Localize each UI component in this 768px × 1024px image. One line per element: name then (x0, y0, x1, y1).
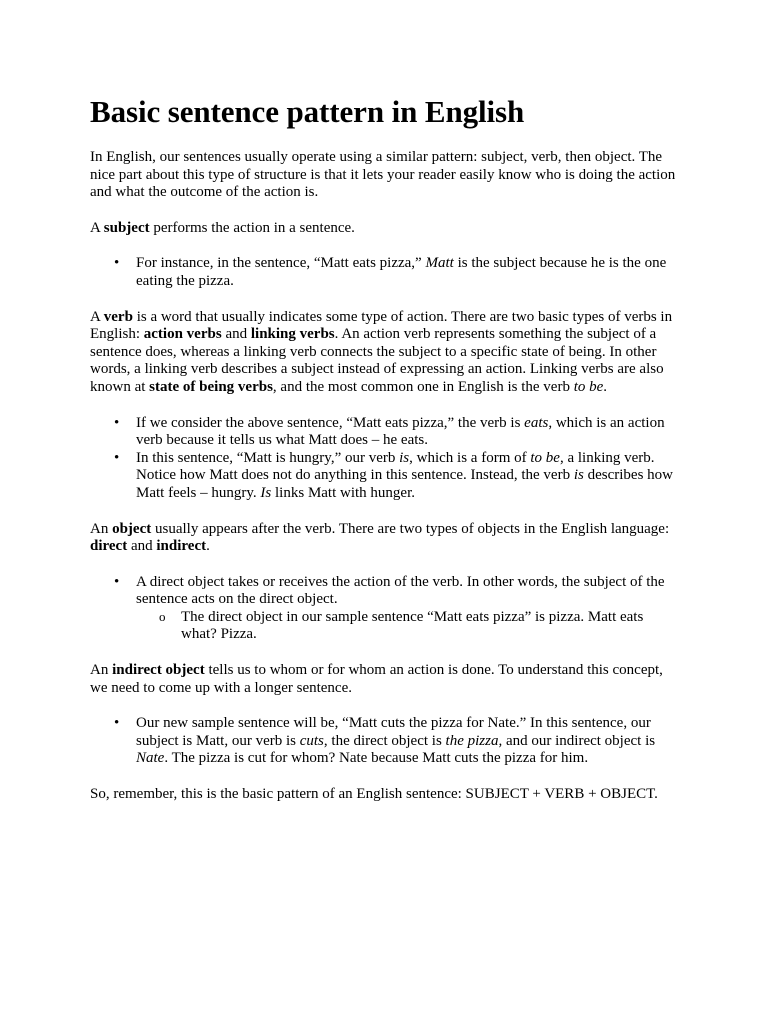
text-run: , and the most common one in English is the verb (272, 378, 574, 395)
text-run: A (90, 219, 104, 236)
indirect-bullet-list (90, 715, 680, 768)
term-state-of-being-verbs: state of being verbs (149, 378, 273, 395)
text-run: . (603, 378, 608, 395)
text-run: A direct object takes or receives the action of the verb. In other words, the subject of the sentence acts on the direct object. (136, 573, 665, 608)
text-run: , which is an action verb because it tells us what Matt does – he eats. (136, 414, 665, 449)
text-run: , the direct object is (323, 732, 446, 749)
text-run: A (90, 308, 104, 325)
italic-matt: Matt (425, 255, 454, 272)
text-run: is a word that usually indicates some type of action. There are two basic types of verbs in English: (90, 308, 673, 343)
list-item (136, 415, 680, 450)
italic-eats: eats (524, 414, 549, 431)
intro-paragraph: In English, our sentences usually operate using a similar pattern: subject, verb, then object. The nice part about this type of structure is that it lets your reader easily know who is doing the action and what the outcome of the action is. (90, 149, 676, 201)
italic-is-capital: Is (260, 484, 272, 501)
text-run: describes how Matt feels – hungry. (136, 467, 673, 501)
term-direct: direct (90, 538, 128, 555)
term-action-verbs: action verbs (143, 326, 222, 343)
object-paragraph (90, 521, 680, 556)
text-run: usually appears after the verb. There are two types of objects in the English language: (151, 520, 670, 537)
italic-nate: Nate (136, 750, 165, 767)
term-object: object (112, 520, 152, 537)
verb-bullet-list (90, 415, 680, 503)
term-subject: subject (103, 219, 150, 236)
text-run: If we consider the above sentence, “Matt eats pizza,” the verb is (136, 414, 525, 431)
list-item (136, 255, 680, 290)
term-indirect: indirect (156, 538, 207, 555)
italic-to-be: to be (573, 378, 604, 395)
conclusion-paragraph: So, remember, this is the basic pattern of an English sentence: SUBJECT + VERB + OBJECT. (90, 786, 658, 803)
sub-list-item: o The direct object in our sample sentence “Matt eats pizza” is pizza. Matt eats what? Pizza. (181, 609, 680, 644)
text-run: For instance, in the sentence, “Matt eats pizza,” (136, 255, 426, 272)
text-run: An (90, 520, 113, 537)
text-run: . (206, 538, 210, 555)
list-item (136, 450, 680, 503)
text-run: and (127, 538, 157, 555)
text-run: . An action verb represents something the subject of a sentence does, whereas a linking verb connects the subject to a specific state of being. In other words, a linking verb describes a subject instead of expressing an action. Linking verbs are also known at (90, 326, 664, 395)
text-run: , a linking verb. Notice how Matt does not do anything in this sentence. Instead, the verb (136, 449, 655, 484)
object-sub-list (136, 609, 680, 644)
list-item (136, 574, 680, 644)
text-run: and (221, 326, 251, 343)
text-run: In this sentence, “Matt is hungry,” our verb (136, 449, 400, 466)
text-run: performs the action in a sentence. (149, 219, 355, 236)
text-run: is the subject because he is the one eating the pizza. (136, 255, 667, 289)
subject-bullet-list (90, 255, 680, 290)
term-verb: verb (103, 308, 133, 325)
subject-paragraph (90, 220, 680, 238)
italic-the-pizza: the pizza, (445, 732, 503, 749)
indirect-object-paragraph (90, 662, 680, 697)
term-linking-verbs: linking verbs (250, 326, 335, 343)
verb-paragraph (90, 309, 680, 397)
document-title: Basic sentence pattern in English (90, 94, 525, 129)
text-run: . The pizza is cut for whom? Nate because Matt cuts the pizza for him. (164, 750, 589, 767)
italic-is: is (573, 467, 584, 484)
italic-cuts: cuts (299, 732, 324, 749)
text-run: tells us to whom or for whom an action is done. To understand this concept, we need to come up with a longer sentence. (90, 662, 663, 696)
text-run: , which is a form of (409, 449, 531, 466)
object-bullet-list (90, 574, 680, 644)
text-run: and our indirect object is (502, 732, 656, 749)
term-indirect-object: indirect object (112, 662, 205, 679)
list-item (136, 715, 680, 768)
italic-is: is (399, 449, 410, 466)
text-run: links Matt with hunger. (271, 484, 416, 501)
text-run: Our new sample sentence will be, “Matt cuts the pizza for Nate.” In this sentence, our subject is Matt, our verb is (136, 715, 651, 749)
text-run: An (90, 662, 113, 679)
italic-to-be: to be (530, 449, 560, 466)
